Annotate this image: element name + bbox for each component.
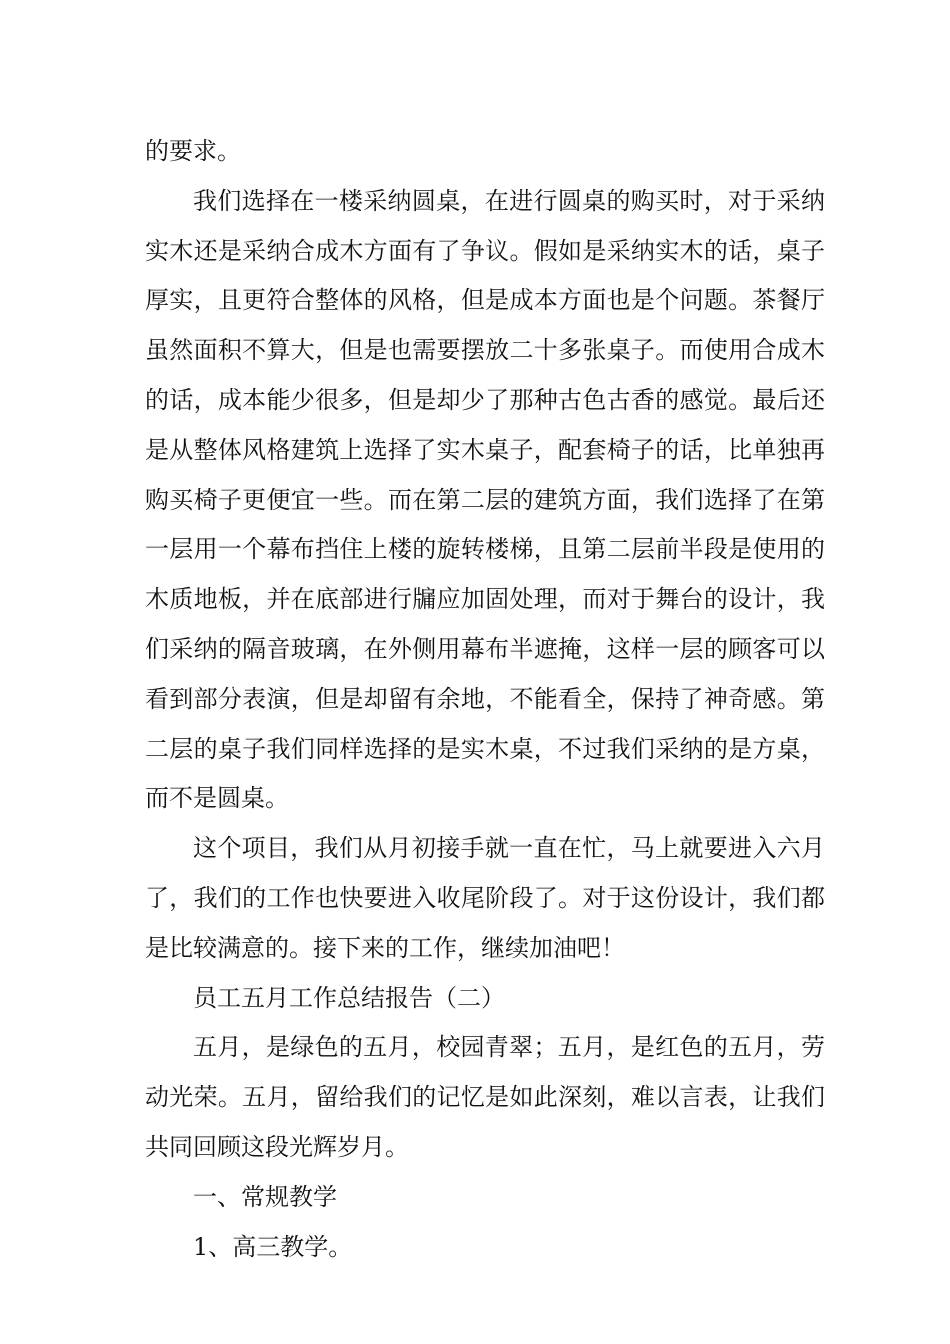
paragraph-continuation: 的要求。 <box>145 137 241 165</box>
report-title: 员工五月工作总结报告（二） <box>193 983 505 1012</box>
subsection-heading-senior-three: 1、高三教学。 <box>193 1232 353 1261</box>
paragraph-may-intro: 五月，是绿色的五月，校园青翠；五月，是红色的五月，劳动光荣。五月，留给我们的记忆是如此深刻，难以言表，让我们共同回顾这段光辉岁月。 <box>145 1033 825 1161</box>
document-body <box>145 127 825 1272</box>
paragraph-furniture-design: 我们选择在一楼采纳圆桌，在进行圆桌的购买时，对于采纳实木还是采纳合成木方面有了争议。假如是采纳实木的话，桌子厚实，且更符合整体的风格，但是成本方面也是个问题。茶餐厅虽然面积不算大，但是也需要摆放二十多张桌子。而使用合成木的话，成本能少很多，但是却少了那种古色古香的感觉。最后还是从整体风格建筑上选择了实木桌子，配套椅子的话，比单独再购买椅子更便宜一些。而在第二层的建筑方面，我们选择了在第一层用一个幕布挡住上楼的旋转楼梯，且第二层前半段是使用的木质地板，并在底部进行牖应加固处理，而对于舞台的设计，我们采纳的隔音玻璃，在外侧用幕布半遮掩，这样一层的顾客可以看到部分表演，但是却留有余地，不能看全，保持了神奇感。第二层的桌子我们同样选择的是实木桌，不过我们采纳的是方桌，而不是圆桌。 <box>145 186 825 813</box>
paragraph-project-summary: 这个项目，我们从月初接手就一直在忙，马上就要进入六月了，我们的工作也快要进入收尾阶段了。对于这份设计，我们都是比较满意的。接下来的工作，继续加油吧！ <box>145 834 825 962</box>
section-heading-routine-teaching: 一、常规教学 <box>193 1182 337 1211</box>
